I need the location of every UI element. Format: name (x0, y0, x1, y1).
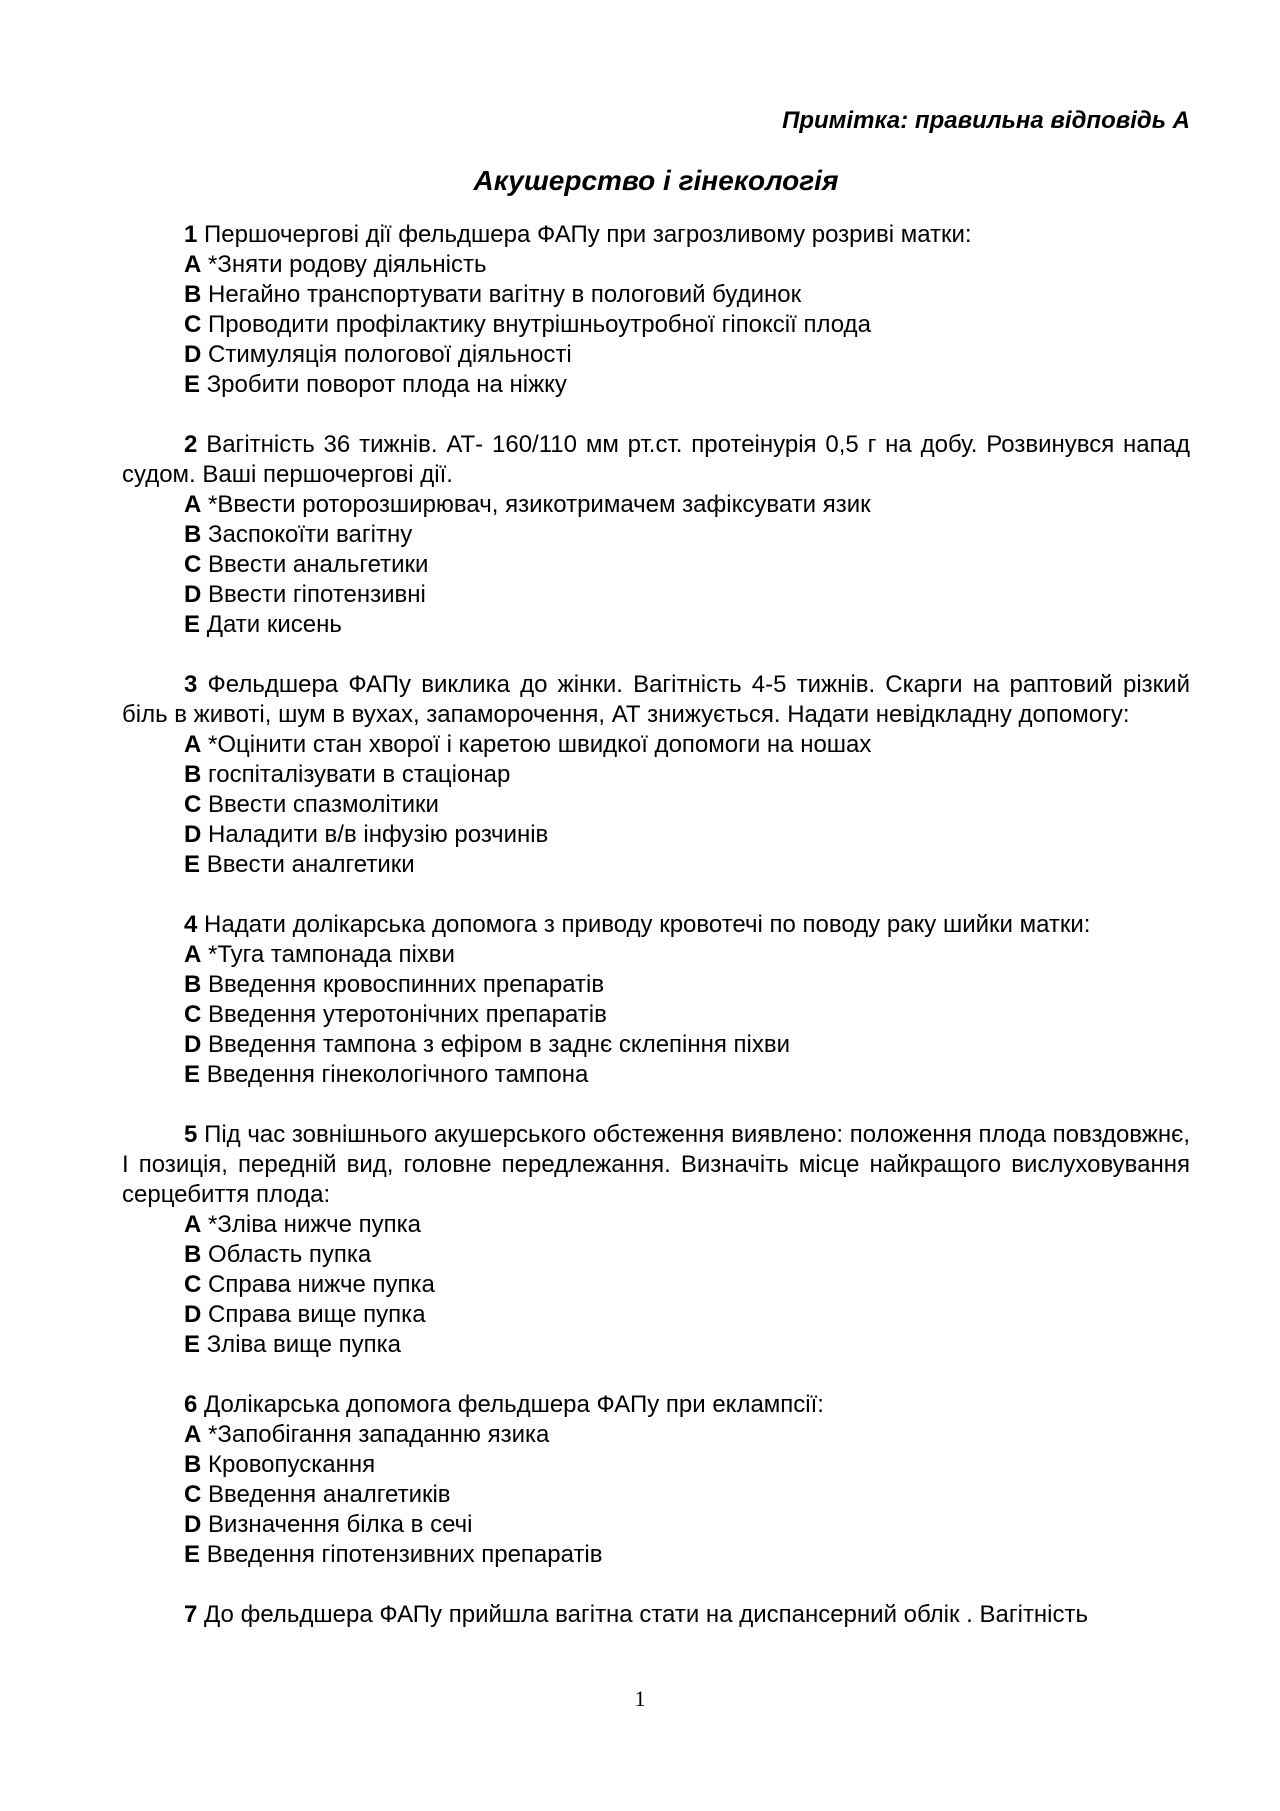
answer-option-a (184, 940, 1190, 970)
option-text: Кровопускання (208, 1451, 376, 1478)
answer-option-e (184, 850, 1190, 880)
answer-option-d (184, 1300, 1190, 1330)
option-text: Справа нижче пупка (208, 1271, 435, 1298)
answer-option-c (184, 310, 1190, 340)
option-letter: C (184, 311, 202, 338)
answer-option-e (184, 1540, 1190, 1570)
option-text: Наладити в/в інфузію розчинів (208, 821, 549, 848)
option-text: *Зліва нижче пупка (208, 1211, 422, 1238)
answer-option-c (184, 1000, 1190, 1030)
question-5 (122, 1120, 1190, 1360)
option-letter: A (184, 731, 202, 758)
question-6 (122, 1390, 1190, 1570)
question-number: 1 (184, 221, 198, 248)
question-text (122, 1390, 1190, 1420)
answer-note: Примітка: правильна відповідь А (782, 107, 1190, 134)
question-text (122, 430, 1190, 490)
answer-option-b (184, 1450, 1190, 1480)
option-text: Ввести спазмолітики (208, 791, 439, 818)
option-text: Введення кровоспинних препаратів (208, 971, 605, 998)
option-letter: E (184, 1331, 201, 1358)
answer-option-a (184, 490, 1190, 520)
answer-option-c (184, 1270, 1190, 1300)
question-stem: Долікарська допомога фельдшера ФАПу при еклампсії: (204, 1391, 824, 1418)
answer-option-d (184, 340, 1190, 370)
option-letter: C (184, 791, 202, 818)
question-stem: Надати долікарська допомога з приводу кровотечі по поводу раку шийки матки: (204, 911, 1091, 938)
question-2 (122, 430, 1190, 640)
question-number: 2 (184, 431, 198, 458)
question-4 (122, 910, 1190, 1090)
answer-option-a (184, 1210, 1190, 1240)
option-letter: E (184, 851, 201, 878)
answer-option-d (184, 820, 1190, 850)
option-letter: C (184, 1481, 202, 1508)
answer-option-a (184, 250, 1190, 280)
question-number: 6 (184, 1391, 198, 1418)
option-text: Введення гіпотензивних препаратів (206, 1541, 603, 1568)
option-text: Визначення білка в сечі (208, 1511, 473, 1538)
question-list (122, 220, 1190, 1630)
document-title: Акушерство і гінекологія (473, 165, 839, 196)
option-letter: C (184, 551, 202, 578)
answer-option-a (184, 1420, 1190, 1450)
option-letter: E (184, 1061, 201, 1088)
option-letter: D (184, 341, 202, 368)
option-text: *Оцінити стан хворої і каретою швидкої допомоги на ношах (208, 731, 872, 758)
answer-option-e (184, 1060, 1190, 1090)
option-text: Ввести аналгетики (206, 851, 415, 878)
option-text: Дати кисень (206, 611, 342, 638)
option-letter: B (184, 971, 202, 998)
document-page (122, 100, 1190, 1660)
option-letter: A (184, 941, 202, 968)
option-letter: E (184, 371, 201, 398)
option-letter: B (184, 1451, 202, 1478)
answer-option-e (184, 1330, 1190, 1360)
answer-option-b (184, 280, 1190, 310)
answer-options (122, 1210, 1190, 1360)
question-number: 5 (184, 1121, 198, 1148)
option-text: *Зняти родову діяльність (208, 251, 487, 278)
option-text: госпіталізувати в стаціонар (208, 761, 511, 788)
answer-option-c (184, 1480, 1190, 1510)
answer-options (122, 1420, 1190, 1570)
question-7 (122, 1600, 1190, 1630)
answer-option-d (184, 1510, 1190, 1540)
option-letter: A (184, 491, 202, 518)
answer-option-e (184, 610, 1190, 640)
answer-option-b (184, 520, 1190, 550)
option-letter: D (184, 1301, 202, 1328)
option-text: Ввести гіпотензивні (208, 581, 426, 608)
option-text: *Ввести роторозширювач, язикотримачем зафіксувати язик (208, 491, 871, 518)
answer-option-c (184, 790, 1190, 820)
option-letter: C (184, 1271, 202, 1298)
answer-option-b (184, 1240, 1190, 1270)
option-text: Стимуляція пологової діяльності (208, 341, 572, 368)
option-text: Заспокоїти вагітну (208, 521, 413, 548)
question-text (122, 220, 1190, 250)
option-letter: B (184, 1241, 202, 1268)
answer-option-c (184, 550, 1190, 580)
option-letter: D (184, 581, 202, 608)
question-stem: Вагітність 36 тижнів. АТ- 160/110 мм рт.ст. протеінурія 0,5 г на добу. Розвинувся напад судом. Ваші першочергові дії. (122, 431, 1190, 488)
option-letter: A (184, 1211, 202, 1238)
question-stem: До фельдшера ФАПу прийшла вагітна стати на диспансерний облік . Вагітність (204, 1601, 1089, 1628)
answer-option-e (184, 370, 1190, 400)
option-letter: D (184, 821, 202, 848)
option-text: Введення утеротонічних препаратів (208, 1001, 607, 1028)
option-letter: D (184, 1031, 202, 1058)
question-stem: Під час зовнішнього акушерського обстеження виявлено: положення плода повздовжнє, I позиція, передній вид, головне передлежання. Визначіть місце найкращого вислуховування серцебиття плода: (122, 1121, 1190, 1208)
answer-options (122, 250, 1190, 400)
option-letter: D (184, 1511, 202, 1538)
question-number: 7 (184, 1601, 198, 1628)
option-text: Негайно транспортувати вагітну в пологовий будинок (208, 281, 802, 308)
option-text: Введення гінекологічного тампона (206, 1061, 589, 1088)
question-text (122, 670, 1190, 730)
question-text (122, 910, 1190, 940)
answer-options (122, 940, 1190, 1090)
option-text: *Запобігання западанню язика (208, 1421, 550, 1448)
answer-option-b (184, 760, 1190, 790)
option-letter: A (184, 251, 202, 278)
question-3 (122, 670, 1190, 880)
answer-option-d (184, 1030, 1190, 1060)
question-number: 4 (184, 911, 198, 938)
option-text: *Туга тампонада піхви (208, 941, 455, 968)
answer-option-d (184, 580, 1190, 610)
option-text: Ввести анальгетики (208, 551, 429, 578)
option-text: Введення тампона з ефіром в заднє склепіння піхви (208, 1031, 791, 1058)
option-letter: C (184, 1001, 202, 1028)
option-letter: B (184, 281, 202, 308)
question-number: 3 (184, 671, 198, 698)
question-text (122, 1120, 1190, 1210)
option-text: Зліва вище пупка (206, 1331, 402, 1358)
answer-options (122, 730, 1190, 880)
option-text: Введення аналгетиків (208, 1481, 451, 1508)
option-letter: B (184, 521, 202, 548)
question-stem: Фельдшера ФАПу виклика до жінки. Вагітність 4-5 тижнів. Скарги на раптовий різкий біль в животі, шум в вухах, запаморочення, АТ знижується. Надати невідкладну допомогу: (122, 671, 1190, 728)
answer-option-b (184, 970, 1190, 1000)
option-letter: E (184, 1541, 201, 1568)
question-stem: Першочергові дії фельдшера ФАПу при загрозливому розриві матки: (204, 221, 972, 248)
option-text: Зробити поворот плода на ніжку (206, 371, 567, 398)
option-text: Проводити профілактику внутрішньоутробної гіпоксії плода (208, 311, 871, 338)
option-letter: E (184, 611, 201, 638)
option-text: Область пупка (208, 1241, 372, 1268)
page-number: 1 (634, 1686, 646, 1711)
question-1 (122, 220, 1190, 400)
option-letter: A (184, 1421, 202, 1448)
answer-option-a (184, 730, 1190, 760)
question-text (122, 1600, 1190, 1630)
answer-options (122, 490, 1190, 640)
option-letter: B (184, 761, 202, 788)
option-text: Справа вище пупка (208, 1301, 426, 1328)
